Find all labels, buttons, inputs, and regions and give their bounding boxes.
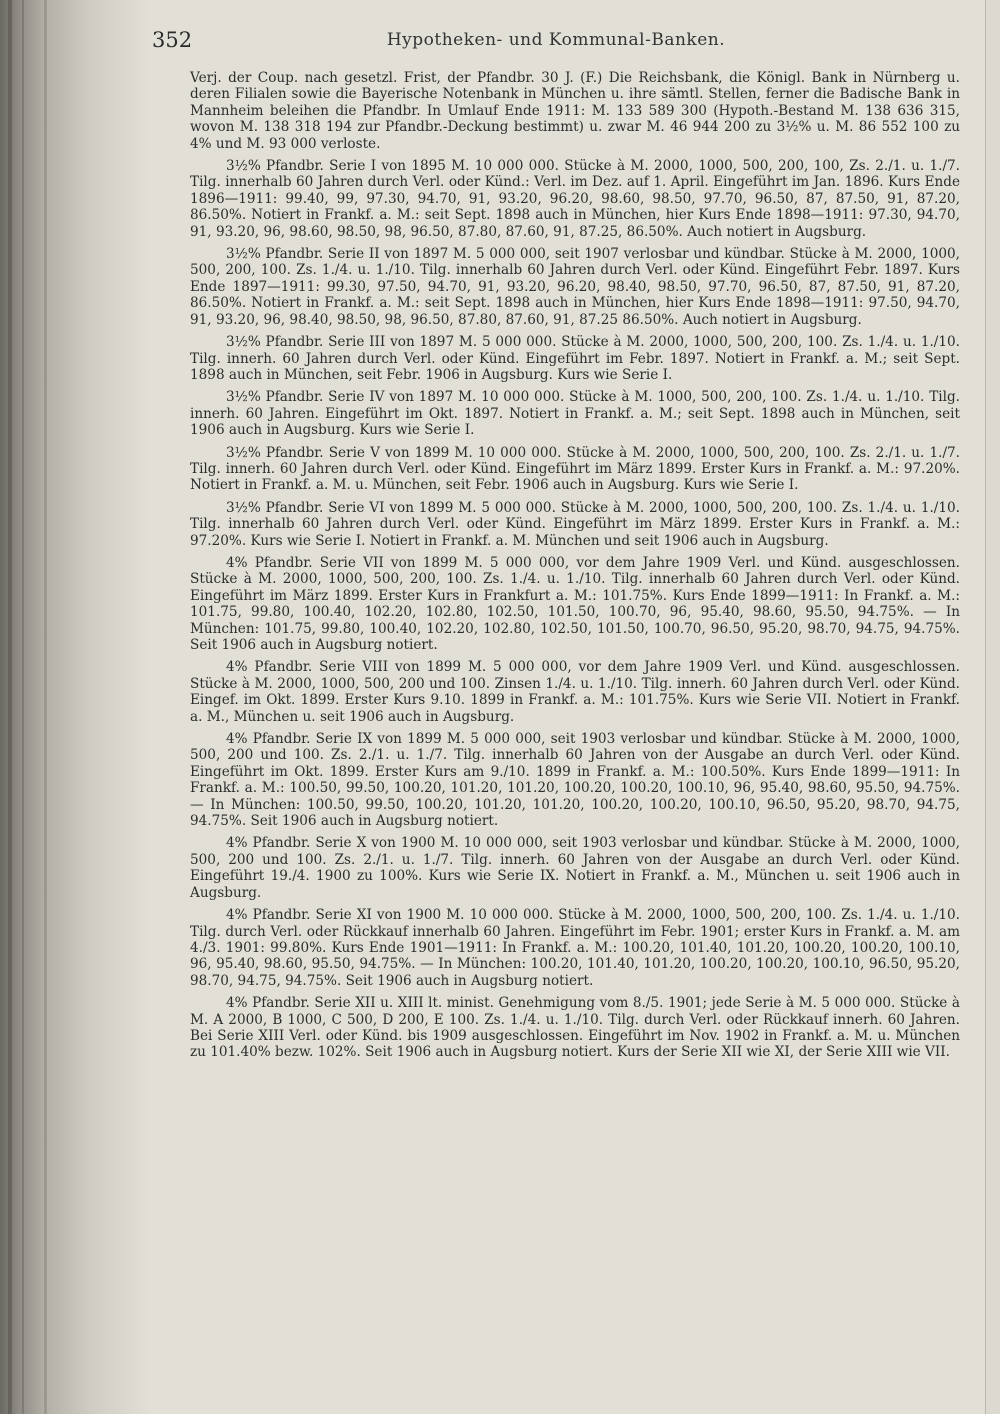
paragraph-serie-7: 4% Pfandbr. Serie VII von 1899 M. 5 000 000, vor dem Jahre 1909 Verl. und Künd. ausgeschlossen. Stücke à M. 2000, 1000, 500, 200, 100. Zs. 1./4. u. 1./10. Tilg. innerhalb 60 Jahren durch Verl. oder Künd. Eingeführt im März 1899. Erster Kurs in Frankfurt a. M.: 101.75%. Kurs Ende 1899—1911: In Frankf. a. M.: 101.75, 99.80, 100.40, 102.20, 102.80, 102.50, 101.50, 100.70, 96, 95.40, 98.60, 95.50, 94.75%. — In München: 101.75, 99.80, 100.40, 102.20, 102.80, 102.50, 101.50, 100.70, 96.50, 95.20, 98.70, 94.75, 94.75%. Seit 1906 auch in Augsburg notiert. bbox=[190, 554, 960, 653]
paragraph-serie-11: 4% Pfandbr. Serie XI von 1900 M. 10 000 000. Stücke à M. 2000, 1000, 500, 200, 100. Zs. 1./4. u. 1./10. Tilg. durch Verl. oder Rückkauf innerhalb 60 Jahren. Eingeführt im Febr. 1901; erster Kurs in Frankf. a. M. am 4./3. 1901: 99.80%. Kurs Ende 1901—1911: In Frankf. a. M.: 100.20, 101.40, 101.20, 100.20, 100.20, 100.10, 96, 95.40, 98.60, 95.50, 94.75%. — In München: 100.20, 101.40, 101.20, 100.20, 100.20, 100.10, 96.50, 95.20, 98.70, 94.75, 94.75%. Seit 1906 auch in Augsburg notiert. bbox=[190, 907, 960, 989]
binding-stripe bbox=[8, 0, 12, 1414]
binding-stripe bbox=[44, 0, 47, 1414]
next-page-edge bbox=[985, 0, 1000, 1414]
body-text bbox=[190, 70, 960, 1067]
binding-stripe bbox=[22, 0, 24, 1414]
paragraph-serie-6: 3½% Pfandbr. Serie VI von 1899 M. 5 000 000. Stücke à M. 2000, 1000, 500, 200, 100. Zs. 1./4. u. 1./10. Tilg. innerhalb 60 Jahren durch Verl. oder Künd. Eingeführt im März 1899. Erster Kurs in Frankf. a. M.: 97.20%. Kurs wie Serie I. Notiert in Frankf. a. M. München und seit 1906 auch in Augsburg. bbox=[190, 499, 960, 549]
paragraph-serie-3: 3½% Pfandbr. Serie III von 1897 M. 5 000 000. Stücke à M. 2000, 1000, 500, 200, 100. Zs. 1./4. u. 1./10. Tilg. innerh. 60 Jahren durch Verl. oder Künd. Eingeführt im Febr. 1897. Notiert in Frankf. a. M.; seit Sept. 1898 auch in München, seit Febr. 1906 in Augsburg. Kurs wie Serie I. bbox=[190, 334, 960, 383]
paragraph-serie-1: 3½% Pfandbr. Serie I von 1895 M. 10 000 000. Stücke à M. 2000, 1000, 500, 200, 100, Zs. 2./1. u. 1./7. Tilg. innerhalb 60 Jahren durch Verl. oder Künd.: Verl. im Dez. auf 1. April. Eingeführt im Jan. 1896. Kurs Ende 1896—1911: 99.40, 99, 97.30, 94.70, 91, 93.20, 96.20, 98.60, 98.50, 97.70, 96.50, 87, 87.50, 91, 87.20, 86.50%. Notiert in Frankf. a. M.: seit Sept. 1898 auch in München, hier Kurs Ende 1898—1911: 97.30, 94.70, 91, 93.20, 96, 98.60, 98.50, 98, 96.50, 87.80, 87.60, 91, 87.25, 86.50%. Auch notiert in Augsburg. bbox=[190, 158, 960, 240]
paragraph-serie-8: 4% Pfandbr. Serie VIII von 1899 M. 5 000 000, vor dem Jahre 1909 Verl. und Künd. ausgeschlossen. Stücke à M. 2000, 1000, 500, 200 und 100. Zinsen 1./4. u. 1./10. Tilg. innerh. 60 Jahren durch Verl. oder Künd. Eingef. im Okt. 1899. Erster Kurs 9.10. 1899 in Frankf. a. M.: 101.75%. Kurs wie Serie VII. Notiert in Frankf. a. M., München u. seit 1906 auch in Augsburg. bbox=[190, 659, 960, 725]
paragraph-serie-10: 4% Pfandbr. Serie X von 1900 M. 10 000 000, seit 1903 verlosbar und kündbar. Stücke à M. 2000, 1000, 500, 200 und 100. Zs. 2./1. u. 1./7. Tilg. innerh. 60 Jahren von der Ausgabe an durch Verl. oder Künd. Eingeführt 19./4. 1900 zu 100%. Kurs wie Serie IX. Notiert in Frankf. a. M., München u. seit 1906 auch in Augsburg. bbox=[190, 835, 960, 901]
paragraph-serie-2: 3½% Pfandbr. Serie II von 1897 M. 5 000 000, seit 1907 verlosbar und kündbar. Stücke à M. 2000, 1000, 500, 200, 100. Zs. 1./4. u. 1./10. Tilg. innerhalb 60 Jahren durch Verl. oder Künd. Eingeführt Febr. 1897. Kurs Ende 1897—1911: 99.30, 97.50, 94.70, 91, 93.20, 96.20, 98.40, 98.50, 97.70, 96.50, 87, 87.50, 91, 87.20, 86.50%. Notiert in Frankf. a. M.: seit Sept. 1898 auch in München, hier Kurs Ende 1898—1911: 97.50, 94.70, 91, 93.20, 96, 98.40, 98.50, 98, 96.50, 87.80, 87.60, 91, 87.25 86.50%. Auch notiert in Augsburg. bbox=[190, 246, 960, 328]
paragraph-serie-12-13: 4% Pfandbr. Serie XII u. XIII lt. minist. Genehmigung vom 8./5. 1901; jede Serie à M. 5 000 000. Stücke à M. A 2000, B 1000, C 500, D 200, E 100. Zs. 1./4. u. 1./10. Tilg. durch Verl. oder Rückkauf innerh. 60 Jahren. Bei Serie XIII Verl. oder Künd. bis 1909 ausgeschlossen. Eingeführt im Nov. 1902 in Frankf. a. M. u. München zu 101.40% bezw. 102%. Seit 1906 auch in Augsburg notiert. Kurs der Serie XII wie XI, der Serie XIII wie VII. bbox=[190, 995, 960, 1061]
paragraph-serie-5: 3½% Pfandbr. Serie V von 1899 M. 10 000 000. Stücke à M. 2000, 1000, 500, 200, 100. Zs. 2./1. u. 1./7. Tilg. innerh. 60 Jahren durch Verl. oder Künd. Eingeführt im März 1899. Erster Kurs in Frankf. a. M.: 97.20%. Notiert in Frankf. a. M. u. München, seit Febr. 1906 auch in Augsburg. Kurs wie Serie I. bbox=[190, 444, 960, 494]
paragraph-serie-4: 3½% Pfandbr. Serie IV von 1897 M. 10 000 000. Stücke à M. 1000, 500, 200, 100. Zs. 1./4. u. 1./10. Tilg. innerh. 60 Jahren. Eingeführt im Okt. 1897. Notiert in Frankf. a. M.; seit Sept. 1898 auch in München, seit 1906 auch in Augsburg. Kurs wie Serie I. bbox=[190, 389, 960, 439]
paragraph-intro: Verj. der Coup. nach gesetzl. Frist, der Pfandbr. 30 J. (F.) Die Reichsbank, die Königl. Bank in Nürnberg u. deren Filialen sowie die Bayerische Notenbank in München u. ihre sämtl. Stellen, ferner die Badische Bank in Mannheim beleihen die Pfandbr. In Umlauf Ende 1911: M. 133 589 300 (Hypoth.-Bestand M. 138 636 315, wovon M. 138 318 194 zur Pfandbr.-Deckung bestimmt) u. zwar M. 46 944 200 zu 3½% u. M. 86 552 100 zu 4% und M. 93 000 verloste. bbox=[190, 70, 960, 152]
page-header bbox=[152, 28, 960, 58]
page-number: 352 bbox=[152, 28, 193, 52]
running-head: Hypotheken- und Kommunal-Banken. bbox=[386, 30, 726, 50]
paragraph-serie-9: 4% Pfandbr. Serie IX von 1899 M. 5 000 000, seit 1903 verlosbar und kündbar. Stücke à M. 2000, 1000, 500, 200 und 100. Zs. 2./1. u. 1./7. Tilg. innerhalb 60 Jahren von der Ausgabe an durch Verl. oder Künd. Eingeführt im Okt. 1899. Erster Kurs am 9./10. 1899 in Frankf. a. M.: 100.50%. Kurs Ende 1899—1911: In Frankf. a. M.: 100.50, 99.50, 100.20, 101.20, 101.20, 100.20, 100.20, 100.10, 96, 95.40, 98.60, 95.50, 94.75%. — In München: 100.50, 99.50, 100.20, 101.20, 101.20, 100.20, 100.20, 100.10, 96.50, 95.20, 98.70, 94.75, 94.75%. Seit 1906 auch in Augsburg notiert. bbox=[190, 731, 960, 830]
